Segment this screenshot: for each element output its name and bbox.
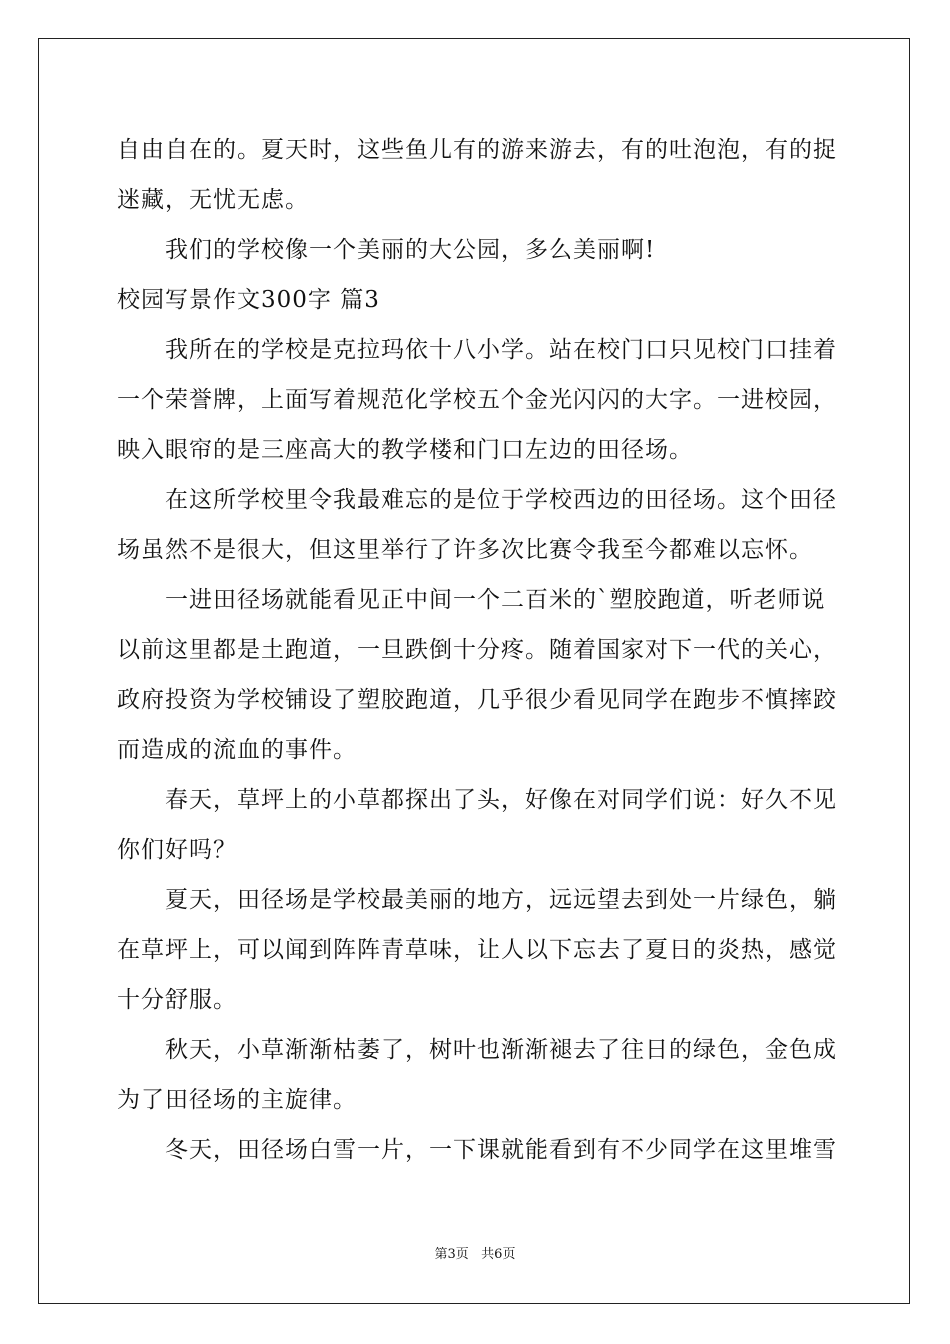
text-line: 政府投资为学校铺设了塑胶跑道，几乎很少看见同学在跑步不慎摔跤 <box>117 687 837 713</box>
text-line: 我们的学校像一个美丽的大公园，多么美丽啊! <box>165 237 656 263</box>
text-line: 一进田径场就能看见正中间一个二百米的`塑胶跑道，听老师说 <box>165 587 826 613</box>
text-line: 我所在的学校是克拉玛依十八小学。站在校门口只见校门口挂着 <box>165 337 837 363</box>
text-line: 一个荣誉牌，上面写着规范化学校五个金光闪闪的大字。一进校园， <box>117 387 837 413</box>
text-line: 在这所学校里令我最难忘的是位于学校西边的田径场。这个田径 <box>165 487 837 513</box>
section-heading: 校园写景作文300字 篇3 <box>117 287 380 313</box>
text-line: 映入眼帘的是三座高大的教学楼和门口左边的田径场。 <box>117 437 693 463</box>
text-line: 你们好吗？ <box>117 837 237 863</box>
text-line: 以前这里都是土跑道，一旦跌倒十分疼。随着国家对下一代的关心， <box>117 637 837 663</box>
text-line: 自由自在的。夏天时，这些鱼儿有的游来游去，有的吐泡泡，有的捉 <box>117 137 837 163</box>
page-number-footer: 第3页 共6页 <box>434 1247 516 1262</box>
text-line: 为了田径场的主旋律。 <box>117 1087 357 1113</box>
text-line: 春天，草坪上的小草都探出了头，好像在对同学们说：好久不见 <box>165 787 837 813</box>
text-line: 迷藏，无忧无虑。 <box>117 187 309 213</box>
text-line: 场虽然不是很大，但这里举行了许多次比赛令我至今都难以忘怀。 <box>117 537 813 563</box>
text-line: 夏天，田径场是学校最美丽的地方，远远望去到处一片绿色，躺 <box>165 887 837 913</box>
text-line: 秋天，小草渐渐枯萎了，树叶也渐渐褪去了往日的绿色，金色成 <box>165 1037 837 1063</box>
text-line: 冬天，田径场白雪一片，一下课就能看到有不少同学在这里堆雪 <box>165 1137 837 1163</box>
text-line: 而造成的流血的事件。 <box>117 737 357 763</box>
text-line: 十分舒服。 <box>117 987 237 1013</box>
text-line: 在草坪上，可以闻到阵阵青草味，让人以下忘去了夏日的炎热，感觉 <box>117 937 837 963</box>
